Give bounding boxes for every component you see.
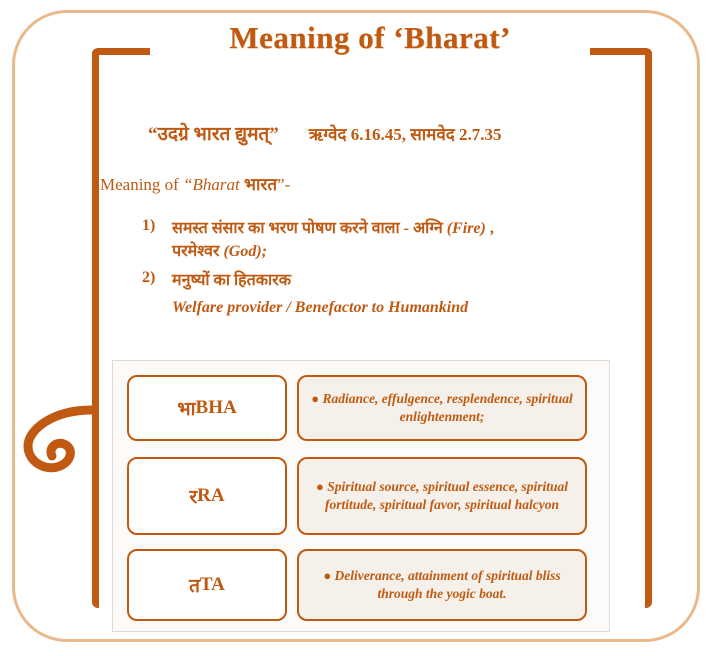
syllable-description-text: Deliverance, attainment of spiritual bliss through the yogic boat.	[334, 567, 561, 601]
verse-reference: ऋग्वेद 6.16.45, सामवेद 2.7.35	[308, 125, 502, 144]
list-item-number: 2)	[142, 269, 156, 287]
list-item-latin: (Fire)	[446, 220, 486, 237]
meaning-label	[100, 172, 646, 195]
meaning-label-prefix: Meaning of	[100, 175, 184, 194]
syllable-description-cell	[297, 375, 587, 441]
syllable-roman: RA	[197, 485, 225, 506]
syllable-description	[309, 390, 575, 426]
content-body	[100, 120, 646, 317]
list-item-text	[172, 269, 291, 292]
list-item-number: 1)	[142, 217, 156, 234]
decorative-curl-icon	[22, 404, 102, 476]
syllable-cell	[127, 549, 287, 621]
syllable-roman: TA	[199, 574, 225, 595]
page-title: Meaning of ‘Bharat’	[229, 20, 511, 55]
syllable-devanagari: र	[189, 487, 198, 508]
syllable-cell	[127, 375, 287, 441]
list-item	[142, 217, 646, 263]
title-banner	[150, 14, 590, 64]
list-item-text	[172, 217, 494, 263]
list-item-devanagari-line2: परमेश्वर	[172, 243, 224, 261]
syllable-devanagari: भा	[177, 399, 196, 420]
syllable-devanagari: त	[189, 576, 200, 597]
syllable-description-cell	[297, 549, 587, 621]
meaning-label-quoted-latin: “Bharat	[183, 175, 245, 194]
syllable-description-text: Radiance, effulgence, resplendence, spiritual enlightenment;	[322, 390, 573, 424]
syllable-description-cell	[297, 457, 587, 535]
table-row	[127, 457, 587, 535]
table-row	[127, 375, 587, 441]
list-item-tail: ,	[485, 220, 494, 237]
bullet-icon: ●	[311, 390, 320, 406]
syllable-description	[309, 478, 575, 514]
list-item-devanagari: समस्त संसार का भरण पोषण करने वाला - अग्नि	[172, 220, 447, 237]
meaning-list	[100, 217, 646, 317]
list-item	[142, 269, 646, 292]
list-item-devanagari: मनुष्यों का हितकारक	[172, 272, 292, 290]
list-item-latin-line2: (God);	[223, 243, 267, 261]
bullet-icon: ●	[315, 478, 324, 494]
verse-sanskrit: “उदग्रे भारत द्युमत्”	[148, 124, 279, 145]
syllable-table	[112, 360, 610, 632]
syllable-roman: BHA	[195, 397, 237, 418]
list-item-subtext: Welfare provider / Benefactor to Humankind	[172, 298, 469, 316]
verse-row	[100, 120, 646, 146]
syllable-description	[309, 567, 575, 603]
table-row	[127, 549, 587, 621]
syllable-cell	[127, 457, 287, 535]
bullet-icon: ●	[323, 567, 332, 583]
syllable-description-text: Spiritual source, spiritual essence, spiritual fortitude, spiritual favor, spiritual halcyon	[324, 478, 569, 512]
meaning-label-suffix: ”-	[277, 175, 291, 194]
meaning-label-quoted-devanagari: भारत	[244, 175, 278, 194]
